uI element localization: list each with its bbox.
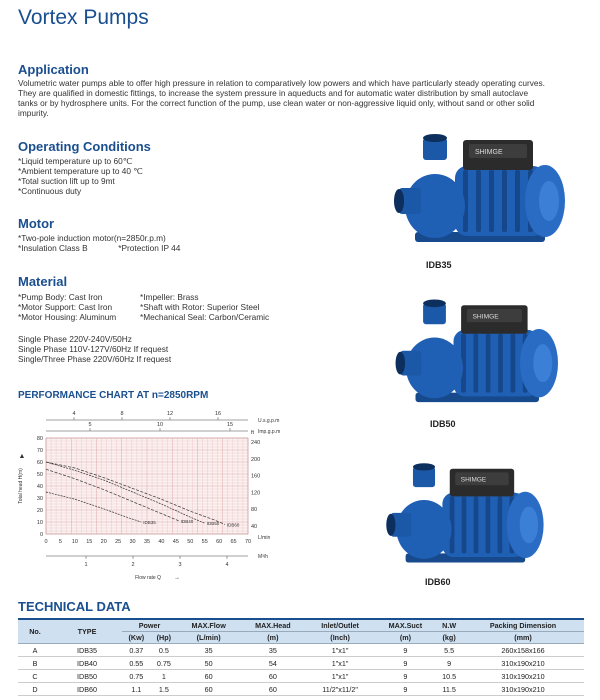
col-head-unit: (m) [240,632,305,644]
bottom-axis-2-tick-label: 1 [84,562,88,568]
bottom-tick-label: 25 [115,539,122,545]
table-cell: 1"x1" [306,644,375,657]
curve-label: IDB50 [206,521,220,527]
bottom-tick-label: 55 [201,539,208,545]
left-tick-label: 0 [39,532,43,538]
table-cell: IDB35 [52,644,122,657]
col-power: Power [122,619,177,632]
table-cell: 0.55 [122,657,151,670]
outlet-opening [423,134,447,142]
col-kw: (Kw) [122,632,151,644]
pump-drawing [396,300,558,403]
left-tick-label: 30 [36,496,43,502]
table-cell: 9 [436,657,462,670]
operating-conditions-list [18,156,143,196]
table-cell: D [18,683,52,696]
curve-label: IDB35 [143,520,156,525]
bottom-tick-label: 30 [129,539,136,545]
table-cell: IDB60 [52,683,122,696]
table-cell: 35 [177,644,240,657]
material-title: Material [18,274,68,289]
bottom-tick-label: 60 [216,539,223,545]
right-tick-label: 40 [251,524,258,530]
performance-chart [8,404,308,590]
table-cell: 9 [375,683,437,696]
right-tick-label: 240 [251,440,261,446]
cooling-fin [515,170,520,232]
bottom-tick-label: 0 [44,539,48,545]
motor-end-cap-center [520,506,538,543]
col-flow-unit: (L/min) [177,632,240,644]
cooling-fin [502,170,507,232]
right-tick-label: 200 [251,456,261,463]
bottom-tick-label: 65 [230,539,237,545]
col-pack: Packing Dimension [462,619,584,632]
table-cell: 1 [151,670,177,683]
top-axis-1-tick-label: 16 [214,411,222,417]
application-line: impurity. [18,108,49,118]
page-title: Vortex Pumps [18,6,149,29]
left-tick-label: 50 [36,472,43,478]
table-cell: IDB50 [52,670,122,683]
table-cell: 0.5 [151,644,177,657]
cooling-fin [473,334,478,393]
table-cell: 1"x1" [306,670,375,683]
right-arrow-icon: → [174,575,180,581]
table-cell: 260x158x166 [462,644,584,657]
table-cell: 310x190x210 [462,670,584,683]
protection-rating: *Protection IP 44 [118,243,181,253]
technical-data-body [18,644,584,696]
motor-title: Motor [18,216,55,231]
table-cell: 50 [177,657,240,670]
power-supply [18,334,171,364]
top-axis-2-tick-label: 15 [226,422,234,428]
table-row [18,670,584,683]
motor-line [18,243,180,253]
cooling-fin [498,496,503,553]
top-axis-2-tick-label: 10 [156,422,164,428]
table-cell: 1.1 [122,683,151,696]
left-tick-label: 20 [36,508,43,514]
bottom-axis-2-tick-label: 3 [178,562,182,568]
right-tick-label: 160 [251,473,261,480]
application-line: They are qualified in domestic fittings, to increase the system pressure in aqueducts and for automatic water distribution by small autoclave [18,88,529,98]
col-suct-unit: (m) [375,632,437,644]
right-axis-label: ft [251,430,255,436]
table-cell: 11/2"x11/2" [306,683,375,696]
table-cell: 0.75 [122,670,151,683]
col-head: MAX.Head [240,619,305,632]
material-item: *Motor Housing: Aluminum [18,312,117,322]
material-item: *Motor Support: Cast Iron [18,302,113,312]
bottom-tick-label: 45 [172,539,179,545]
brand-plate: SHIMGE [472,313,499,321]
brand-plate: SHIMGE [475,149,503,156]
chart-title: PERFORMANCE CHART AT n=2850RPM [18,390,209,401]
outlet-opening [423,300,446,308]
left-tick-label: 60 [36,460,43,466]
pump-image-idb50 [375,286,575,411]
right-tick-label: 80 [251,507,258,514]
bottom-tick-label: 70 [244,539,252,545]
top-axis-2-tick-label: 5 [88,422,92,428]
left-tick-label: 10 [36,520,43,526]
cooling-fin [511,334,516,393]
motor-end-cap-center [533,344,552,382]
curve-label: IDB40 [180,518,194,524]
left-tick-label: 40 [36,484,43,490]
operating-conditions-title: Operating Conditions [18,139,151,154]
table-row [18,644,584,657]
top-axis-2-label: Imp.g.p.m [258,429,281,435]
insulation-class: *Insulation Class B [18,243,88,253]
pump-drawing [386,463,543,562]
table-cell: 35 [240,644,305,657]
motor-text [18,233,180,253]
inlet-opening [386,514,395,536]
table-cell: 60 [177,670,240,683]
inlet-opening [394,189,404,213]
right-tick-label: 120 [251,490,261,497]
up-arrow-icon: ▲ [18,453,26,460]
table-row [18,683,584,696]
left-tick-label: 70 [36,448,43,454]
table-cell: 60 [240,670,305,683]
top-axis-1-tick-label: 8 [120,411,124,417]
pump-image-idb60 [370,448,560,573]
table-cell: 10.5 [436,670,462,683]
table-cell: 1.5 [151,683,177,696]
table-cell: 0.37 [122,644,151,657]
table-cell: A [18,644,52,657]
left-tick-label: 80 [36,436,43,442]
cooling-fin [474,496,479,553]
bottom-axis-2-tick-label: 4 [225,562,229,568]
col-type: TYPE [52,619,122,644]
col-nw-unit: (kg) [436,632,462,644]
cooling-fin [462,496,467,553]
col-no: No. [18,619,52,644]
bottom-tick-label: 5 [58,539,62,545]
table-cell: 1"x1" [306,657,375,670]
material-right [140,292,269,322]
flow-axis-label: Flow rate Q [135,575,161,581]
material-left [18,292,116,322]
col-pack-unit: (mm) [462,632,584,644]
table-cell: B [18,657,52,670]
table-cell: C [18,670,52,683]
power-supply-item: Single Phase 110V-127V/60Hz If request [18,344,169,354]
bottom-tick-label: 50 [187,539,194,545]
cooling-fin [486,334,491,393]
condition-item: *Total suction lift up to 9mt [18,176,115,186]
condition-item: *Liquid temperature up to 60℃ [18,156,133,166]
table-cell: 9 [375,644,437,657]
table-cell: 60 [240,683,305,696]
left-axis-label: Total head H(m) [18,468,24,504]
material-item: *Shaft with Rotor: Superior Steel [140,302,260,312]
table-cell: IDB40 [52,657,122,670]
col-flow: MAX.Flow [177,619,240,632]
col-suct: MAX.Suct [375,619,437,632]
motor-line: *Two-pole induction motor(n=2850r.p.m) [18,233,166,243]
condition-item: *Ambient temperature up to 40 ℃ [18,166,143,176]
bottom-axis-1-label: L/min [258,535,271,541]
bottom-axis-2-tick-label: 2 [131,562,135,568]
col-inlet: Inlet/Outlet [306,619,375,632]
bottom-tick-label: 35 [143,539,151,545]
bottom-tick-label: 40 [158,539,165,545]
application-line: Volumetric water pumps able to offer high pressure in relation to comparatively low powers and which have particularly steady operating curves. [18,78,545,88]
table-cell: 310x190x210 [462,683,584,696]
power-supply-item: Single Phase 220V-240V/50Hz [18,334,132,344]
product-label-idb50: IDB50 [430,419,456,429]
table-cell: 11.5 [436,683,462,696]
top-axis-1-tick-label: 12 [166,411,174,417]
application-title: Application [18,62,89,77]
top-axis-1-tick-label: 4 [72,411,76,417]
motor-end-cap-center [539,181,559,221]
bottom-tick-label: 10 [71,539,78,545]
table-row [18,657,584,670]
table-cell: 0.75 [151,657,177,670]
bottom-tick-label: 15 [86,539,93,545]
technical-data-table [18,618,584,696]
curve-label: IDB60 [226,522,240,528]
product-label-idb35: IDB35 [426,260,452,270]
pump-image-idb35 [375,124,575,254]
technical-data-title: TECHNICAL DATA [18,599,131,614]
col-inlet-unit: (Inch) [306,632,375,644]
material-item: *Pump Body: Cast Iron [18,292,103,302]
table-cell: 9 [375,670,437,683]
material-item: *Impeller: Brass [140,292,199,302]
application-line: tanks or by hydrosphere units. For the correct function of the pump, use clean water or non-aggressive liquid only, without sand or other solid [18,98,535,108]
table-cell: 60 [177,683,240,696]
table-cell: 9 [375,657,437,670]
brand-plate: SHIMGE [460,476,487,484]
inlet-opening [396,352,406,375]
power-supply-item: Single/Three Phase 220V/60Hz If request [18,354,172,364]
cooling-fin [486,496,491,553]
col-hp: (Hp) [151,632,177,644]
application-text [18,78,588,118]
condition-item: *Continuous duty [18,186,82,196]
pump-drawing [394,134,565,242]
bottom-tick-label: 20 [100,539,107,545]
cooling-fin [498,334,503,393]
product-label-idb60: IDB60 [425,577,451,587]
cooling-fin [489,170,494,232]
col-nw: N.W [436,619,462,632]
bottom-axis-2-label: M³/h [258,554,268,560]
cooling-fin [476,170,481,232]
material-item: *Mechanical Seal: Carbon/Ceramic [140,312,270,322]
table-cell: 5.5 [436,644,462,657]
outlet-opening [413,463,435,470]
table-cell: 310x190x210 [462,657,584,670]
top-axis-1-label: U.s.g.p.m [258,418,280,424]
table-cell: 54 [240,657,305,670]
